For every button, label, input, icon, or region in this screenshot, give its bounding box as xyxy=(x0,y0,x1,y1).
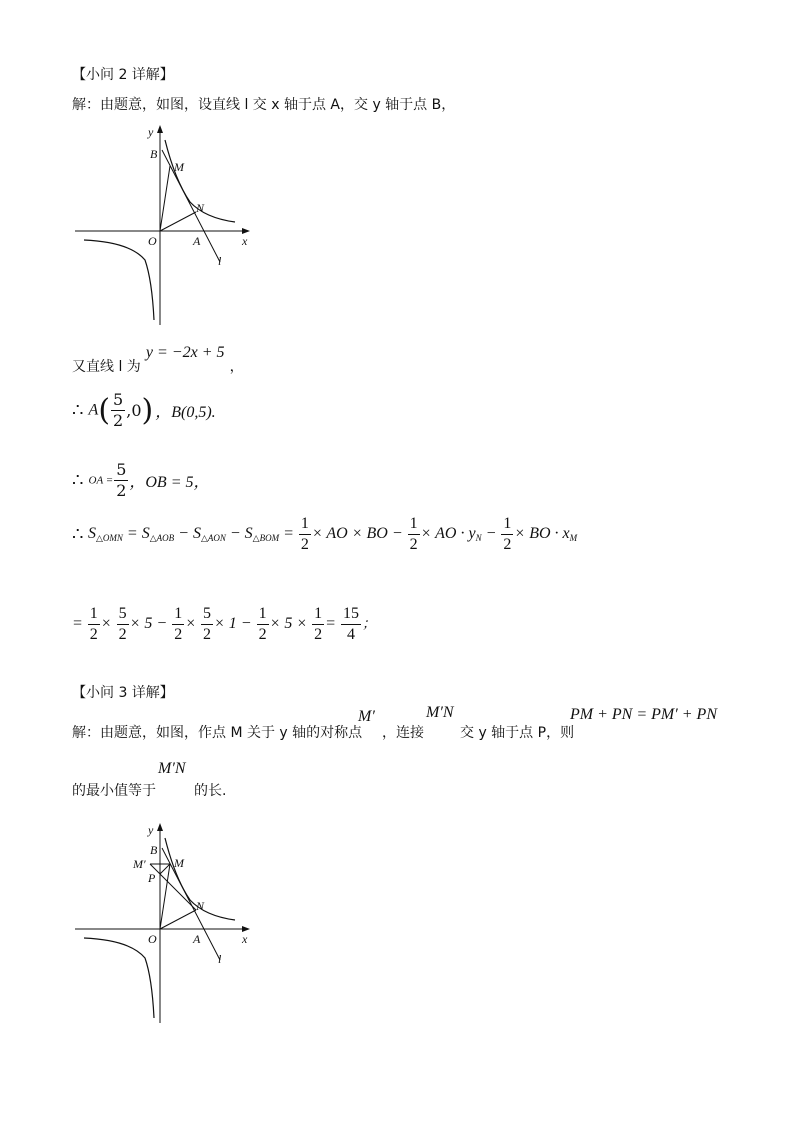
figure-2-graph xyxy=(70,818,260,1028)
segment-OM xyxy=(160,166,170,231)
label-O: O xyxy=(148,932,157,946)
part3-intro: 解：由题意，如图，作点 M 关于 y 轴的对称点 M′ ，连接 M′N 交 y 轴于点 P，则 PM + PN = PM′ + PN xyxy=(72,704,717,741)
label-A: A xyxy=(193,932,201,946)
hyperbola-branch-q3 xyxy=(84,938,154,1018)
line-definition: 又直线 l 为 y = −2x + 5 ， xyxy=(72,344,244,375)
label-A: A xyxy=(193,234,201,248)
y-axis-arrow xyxy=(157,125,163,133)
area-calculation: = $\frac{1}{2}$ × $\frac{5}{2}$ × 5 − $\frac{1}{2}$ × $\frac{5}{2}$ × 1 − $\frac{1}{2}$ × 5 × $\frac{1}{2}$ = $\frac{15}{4}$ ； xyxy=(72,605,376,643)
segment-MpN xyxy=(150,864,196,910)
label-B: B xyxy=(150,147,158,161)
label-l: l xyxy=(218,254,222,268)
part3-conclusion: 的最小值等于 M′N 的长. xyxy=(72,760,227,799)
hyperbola-branch-q3 xyxy=(84,240,154,320)
label-M: M xyxy=(174,160,184,174)
label-y: y xyxy=(148,823,154,837)
line-l xyxy=(162,848,220,960)
OA-OB: ∴ OA = $\frac{5}{2}$ ，OB = 5， xyxy=(72,460,210,500)
frac-A-x: $\frac{5}{2}$ xyxy=(113,390,124,430)
label-B: B xyxy=(150,843,158,857)
label-M: M xyxy=(174,856,184,870)
part3-heading: 【小问 3 详解】 xyxy=(72,685,174,701)
label-O: O xyxy=(148,234,157,248)
part2-intro: 解：由题意，如图，设直线 l 交 x 轴于点 A，交 y 轴于点 B， xyxy=(72,97,456,113)
label-N: N xyxy=(196,201,205,215)
figure-1-graph xyxy=(70,120,260,330)
points-A-B: ∴ A( $\frac{5}{2}$ ,0) ，B(0,5). xyxy=(72,390,216,430)
label-P: P xyxy=(148,871,156,885)
segment-ON xyxy=(160,910,196,929)
label-x: x xyxy=(242,234,248,248)
label-x: x xyxy=(242,932,248,946)
area-expression: ∴ $S_{\triangle OMN} = S_{\triangle AOB} - S_{\triangle AON} - S_{\triangle BOM}$ = $\frac{1}{2}$ × AO × BO − $\frac{1}{2}$ × AO · $y_N$ − $\frac{1}{2}$ × BO · $x_M$ xyxy=(72,515,578,553)
label-N: N xyxy=(196,899,205,913)
line-l xyxy=(162,150,220,262)
segment-ON xyxy=(160,212,196,231)
y-axis-arrow xyxy=(157,823,163,831)
segment-OM xyxy=(160,864,170,929)
frac-OA: $\frac{5}{2}$ xyxy=(116,460,127,500)
part2-heading: 【小问 2 详解】 xyxy=(72,67,174,83)
label-y: y xyxy=(148,125,154,139)
label-l: l xyxy=(218,952,222,966)
label-Mprime: M′ xyxy=(133,857,146,871)
